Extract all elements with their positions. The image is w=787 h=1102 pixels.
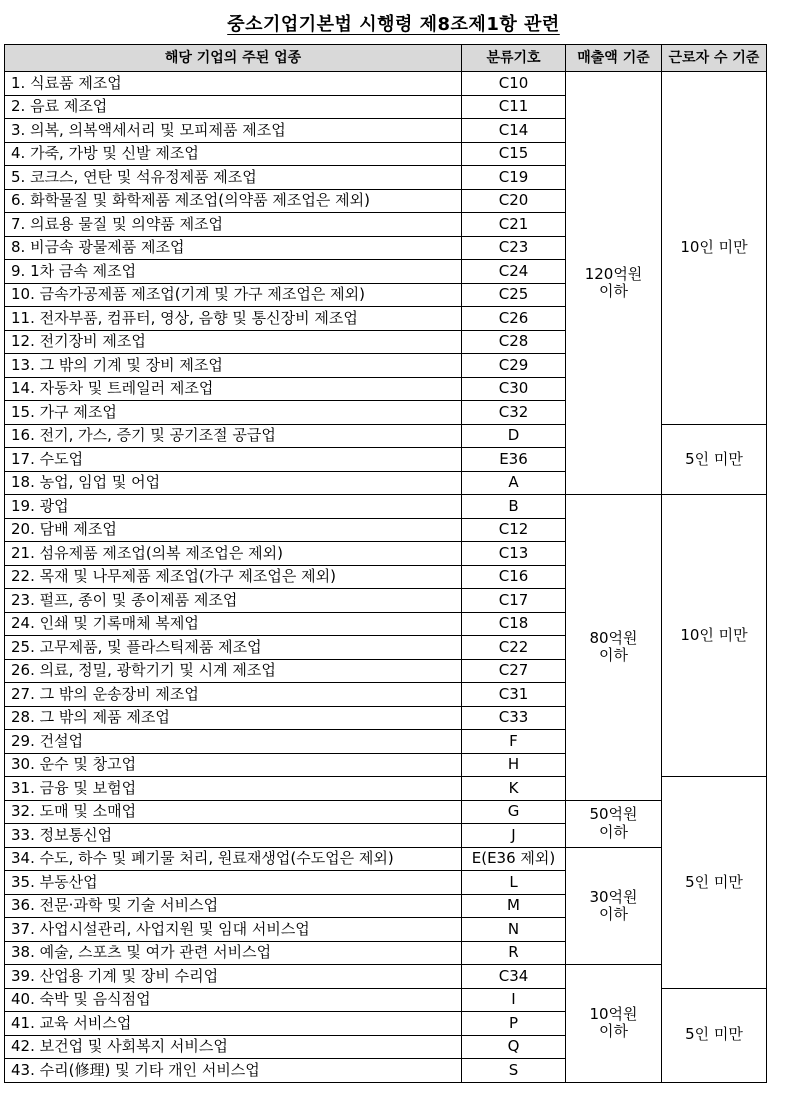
- industry-name-cell: 9. 1차 금속 제조업: [5, 260, 462, 284]
- page-title: 중소기업기본법 시행령 제8조제1항 관련: [227, 14, 560, 35]
- industry-name-cell: 13. 그 밖의 기계 및 장비 제조업: [5, 354, 462, 378]
- sales-criteria-cell: [566, 965, 662, 1083]
- classification-code-cell: C18: [462, 612, 566, 636]
- industry-name-cell: 16. 전기, 가스, 증기 및 공기조절 공급업: [5, 424, 462, 448]
- table-header-row: [5, 45, 767, 72]
- classification-code-cell: C13: [462, 542, 566, 566]
- industry-name-cell: 2. 음료 제조업: [5, 95, 462, 119]
- classification-code-cell: C21: [462, 213, 566, 237]
- employee-criteria-cell: 5인 미만: [662, 988, 767, 1082]
- industry-name-cell: 37. 사업시설관리, 사업지원 및 임대 서비스업: [5, 918, 462, 942]
- classification-code-cell: C29: [462, 354, 566, 378]
- industry-name-cell: 8. 비금속 광물제품 제조업: [5, 236, 462, 260]
- industry-name-cell: 39. 산업용 기계 및 장비 수리업: [5, 965, 462, 989]
- industry-name-cell: 26. 의료, 정밀, 광학기기 및 시계 제조업: [5, 659, 462, 683]
- industry-name-cell: 3. 의복, 의복액세서리 및 모피제품 제조업: [5, 119, 462, 143]
- classification-code-cell: E(E36 제외): [462, 847, 566, 871]
- header-sales: 매출액 기준: [566, 45, 662, 72]
- classification-code-cell: R: [462, 941, 566, 965]
- industry-name-cell: 31. 금융 및 보험업: [5, 777, 462, 801]
- header-industry: 해당 기업의 주된 업종: [5, 45, 462, 72]
- industry-name-cell: 27. 그 밖의 운송장비 제조업: [5, 683, 462, 707]
- industry-name-cell: 1. 식료품 제조업: [5, 72, 462, 96]
- classification-code-cell: P: [462, 1012, 566, 1036]
- classification-code-cell: C33: [462, 706, 566, 730]
- classification-code-cell: J: [462, 824, 566, 848]
- classification-code-cell: C22: [462, 636, 566, 660]
- industry-name-cell: 24. 인쇄 및 기록매체 복제업: [5, 612, 462, 636]
- employee-criteria-cell: 5인 미만: [662, 777, 767, 989]
- industry-name-cell: 7. 의료용 물질 및 의약품 제조업: [5, 213, 462, 237]
- industry-name-cell: 19. 광업: [5, 495, 462, 519]
- industry-name-cell: 28. 그 밖의 제품 제조업: [5, 706, 462, 730]
- header-employees: 근로자 수 기준: [662, 45, 767, 72]
- industry-name-cell: 33. 정보통신업: [5, 824, 462, 848]
- industry-name-cell: 34. 수도, 하수 및 폐기물 처리, 원료재생업(수도업은 제외): [5, 847, 462, 871]
- sales-qualifier: 이하: [599, 1022, 628, 1041]
- sales-criteria-cell: [566, 800, 662, 847]
- sales-amount: 80억원: [589, 629, 638, 647]
- table-body: [5, 72, 767, 1083]
- classification-code-cell: C17: [462, 589, 566, 613]
- classification-code-cell: K: [462, 777, 566, 801]
- industry-name-cell: 17. 수도업: [5, 448, 462, 472]
- classification-code-cell: C32: [462, 401, 566, 425]
- classification-code-cell: C16: [462, 565, 566, 589]
- industry-name-cell: 40. 숙박 및 음식점업: [5, 988, 462, 1012]
- sales-amount: 30억원: [589, 887, 638, 906]
- industry-name-cell: 38. 예술, 스포츠 및 여가 관련 서비스업: [5, 941, 462, 965]
- industry-criteria-table: [4, 44, 767, 1083]
- classification-code-cell: C23: [462, 236, 566, 260]
- classification-code-cell: C14: [462, 119, 566, 143]
- industry-name-cell: 43. 수리(修理) 및 기타 개인 서비스업: [5, 1059, 462, 1083]
- sales-criteria-cell: [566, 847, 662, 965]
- classification-code-cell: C30: [462, 377, 566, 401]
- classification-code-cell: C12: [462, 518, 566, 542]
- classification-code-cell: C34: [462, 965, 566, 989]
- sales-amount: 10억원: [589, 1005, 638, 1023]
- classification-code-cell: S: [462, 1059, 566, 1083]
- classification-code-cell: I: [462, 988, 566, 1012]
- classification-code-cell: M: [462, 894, 566, 918]
- classification-code-cell: C28: [462, 330, 566, 354]
- sales-amount: 50억원: [589, 805, 638, 824]
- industry-name-cell: 12. 전기장비 제조업: [5, 330, 462, 354]
- industry-name-cell: 21. 섬유제품 제조업(의복 제조업은 제외): [5, 542, 462, 566]
- industry-name-cell: 20. 담배 제조업: [5, 518, 462, 542]
- industry-name-cell: 18. 농업, 임업 및 어업: [5, 471, 462, 495]
- industry-name-cell: 22. 목재 및 나무제품 제조업(가구 제조업은 제외): [5, 565, 462, 589]
- classification-code-cell: C25: [462, 283, 566, 307]
- classification-code-cell: N: [462, 918, 566, 942]
- industry-name-cell: 6. 화학물질 및 화학제품 제조업(의약품 제조업은 제외): [5, 189, 462, 213]
- industry-name-cell: 41. 교육 서비스업: [5, 1012, 462, 1036]
- classification-code-cell: C24: [462, 260, 566, 284]
- industry-name-cell: 42. 보건업 및 사회복지 서비스업: [5, 1035, 462, 1059]
- industry-name-cell: 32. 도매 및 소매업: [5, 800, 462, 824]
- employee-criteria-cell: 10인 미만: [662, 495, 767, 777]
- sales-amount: 120억원: [584, 264, 643, 283]
- employee-criteria-cell: 10인 미만: [662, 72, 767, 425]
- table-row: [5, 495, 767, 519]
- classification-code-cell: B: [462, 495, 566, 519]
- classification-code-cell: C26: [462, 307, 566, 331]
- classification-code-cell: F: [462, 730, 566, 754]
- classification-code-cell: H: [462, 753, 566, 777]
- sales-criteria-cell: [566, 495, 662, 801]
- classification-code-cell: E36: [462, 448, 566, 472]
- table-row: [5, 72, 767, 96]
- employee-criteria-cell: 5인 미만: [662, 424, 767, 495]
- industry-name-cell: 29. 건설업: [5, 730, 462, 754]
- classification-code-cell: C20: [462, 189, 566, 213]
- industry-name-cell: 10. 금속가공제품 제조업(기계 및 가구 제조업은 제외): [5, 283, 462, 307]
- classification-code-cell: C10: [462, 72, 566, 96]
- classification-code-cell: G: [462, 800, 566, 824]
- industry-name-cell: 36. 전문·과학 및 기술 서비스업: [5, 894, 462, 918]
- classification-code-cell: C15: [462, 142, 566, 166]
- classification-code-cell: C11: [462, 95, 566, 119]
- classification-code-cell: L: [462, 871, 566, 895]
- industry-name-cell: 14. 자동차 및 트레일러 제조업: [5, 377, 462, 401]
- industry-name-cell: 25. 고무제품, 및 플라스틱제품 제조업: [5, 636, 462, 660]
- sales-qualifier: 이하: [599, 646, 628, 665]
- table-row: [5, 965, 767, 989]
- table-row: [5, 847, 767, 871]
- classification-code-cell: C19: [462, 166, 566, 190]
- table-row: [5, 800, 767, 824]
- sales-qualifier: 이하: [599, 282, 628, 300]
- header-code: 분류기호: [462, 45, 566, 72]
- industry-name-cell: 30. 운수 및 창고업: [5, 753, 462, 777]
- industry-name-cell: 35. 부동산업: [5, 871, 462, 895]
- sales-criteria-cell: [566, 72, 662, 495]
- industry-name-cell: 4. 가죽, 가방 및 신발 제조업: [5, 142, 462, 166]
- industry-name-cell: 23. 펄프, 종이 및 종이제품 제조업: [5, 589, 462, 613]
- industry-name-cell: 5. 코크스, 연탄 및 석유정제품 제조업: [5, 166, 462, 190]
- classification-code-cell: A: [462, 471, 566, 495]
- sales-qualifier: 이하: [599, 904, 628, 923]
- classification-code-cell: C31: [462, 683, 566, 707]
- industry-name-cell: 15. 가구 제조업: [5, 401, 462, 425]
- classification-code-cell: Q: [462, 1035, 566, 1059]
- sales-qualifier: 이하: [599, 822, 628, 841]
- classification-code-cell: D: [462, 424, 566, 448]
- classification-code-cell: C27: [462, 659, 566, 683]
- industry-name-cell: 11. 전자부품, 컴퓨터, 영상, 음향 및 통신장비 제조업: [5, 307, 462, 331]
